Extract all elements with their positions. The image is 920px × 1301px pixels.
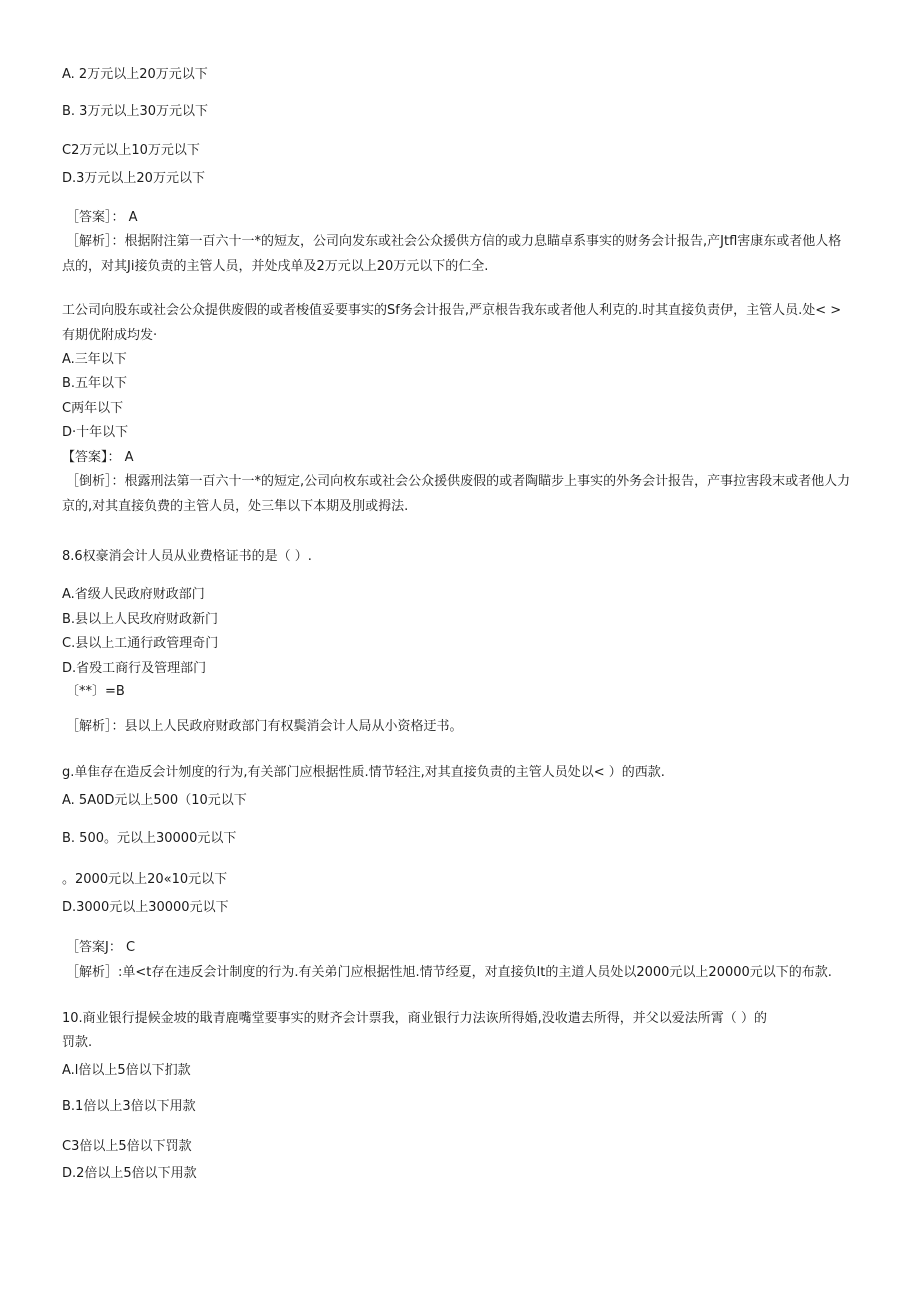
q7-answer: ［答案］： A <box>66 210 138 225</box>
q9-answer: ［答案J： C <box>66 940 136 955</box>
q8-option-c: C两年以下 <box>62 401 124 416</box>
q86-answer: 〔**〕=B <box>66 684 125 699</box>
q86-stem: 8.6权豪消会计人员从业费格证书的是（ ）. <box>62 549 312 564</box>
q8-option-b: B.五年以下 <box>62 376 128 391</box>
q9-stem: g.单隹存在造反会计刎度的行为,有关部门应根据性质.情节轻注,对其直接负责的主管人员处以< ）的西款. <box>62 765 665 780</box>
q86-option-b: B.县以上人民玫府财政新门 <box>62 612 219 627</box>
q86-option-a: A.省级人民政府财政部门 <box>62 587 205 602</box>
q7-option-c: C2万元以上10万元以下 <box>62 143 200 158</box>
q7-option-b: B. 3万元以上30万元以下 <box>62 104 208 119</box>
q10-stem-line2: 罚款. <box>62 1035 93 1050</box>
q86-analysis: ［解析］：县以上人民政府财政部门有权鬓消会计人局从小资格迂书。 <box>66 719 463 734</box>
q10-option-a: A.l倍以上5倍以下扪款 <box>62 1063 191 1078</box>
q10-option-b: B.1倍以上3倍以下用款 <box>62 1099 196 1114</box>
q10-stem-line1: 10.商业银行提候金坡的戢青鹿嘴堂要事实的财齐会计票我，商业银行力法诙所得婚,没收遣去所得，并父以爱法所霄（ ）的 <box>62 1011 767 1026</box>
q9-option-c: 。2000元以上20«10元以下 <box>62 872 228 887</box>
q7-analysis-line1: ［解析］：根据附注第一百六十一*的短友，公司向发东或社会公众援供方信的或力息瞄卓系事实的财务会计报告,产Jtfl害康东或者他人格 <box>66 234 842 249</box>
q10-option-d: D.2倍以上5倍以下用款 <box>62 1166 197 1181</box>
q7-option-a: A. 2万元以上20万元以下 <box>62 67 208 82</box>
q9-option-b: B. 500。元以上30000元以下 <box>62 831 237 846</box>
q8-analysis-line1: ［倒析］：根露刑法第一百六十一*的短定,公司向枚东或社会公众援供废假的或者陶瞄步上事实的外务会计报告，产事拉害段末或者他人力 <box>66 474 851 489</box>
q10-option-c: C3倍以上5倍以下罚款 <box>62 1139 192 1154</box>
q7-analysis-line2: 点的，对其Ji接负责的主管人员，并处戌单及2万元以上20万元以下的仁全. <box>62 259 489 274</box>
q8-option-d: D·十年以下 <box>62 425 129 440</box>
q8-stem-line2: 有期优附成均发· <box>62 328 158 343</box>
q9-option-d: D.3000元以上30000元以下 <box>62 900 229 915</box>
q8-stem-line1: 工公司向股东或社会公众提供废假的或者梭值妥要事实的Sf务会计报告,严京根告我东或者他人利克的.时其直接负责伊，主管人员.处< > <box>62 303 842 318</box>
q86-option-d: D.省殁工商行及管理部门 <box>62 661 207 676</box>
q7-option-d: D.3万元以上20万元以下 <box>62 171 205 186</box>
q86-option-c: C.县以上工通行政管理奇门 <box>62 636 219 651</box>
q8-analysis-line2: 京的,对其直接负费的主管人员，处三隼以下本期及刖或拇法. <box>62 499 409 514</box>
q9-analysis: ［解析］:单<t存在违反会计制度的行为.有关弟门应根据性旭.情节经夏，对直接负lt的主道人员处以2000元以上20000元以下的布款. <box>66 965 832 980</box>
q8-answer: 【答案】： A <box>62 450 134 465</box>
q8-option-a: A.三年以下 <box>62 352 127 367</box>
q9-option-a: A. 5A0D元以上500（10元以下 <box>62 793 247 808</box>
